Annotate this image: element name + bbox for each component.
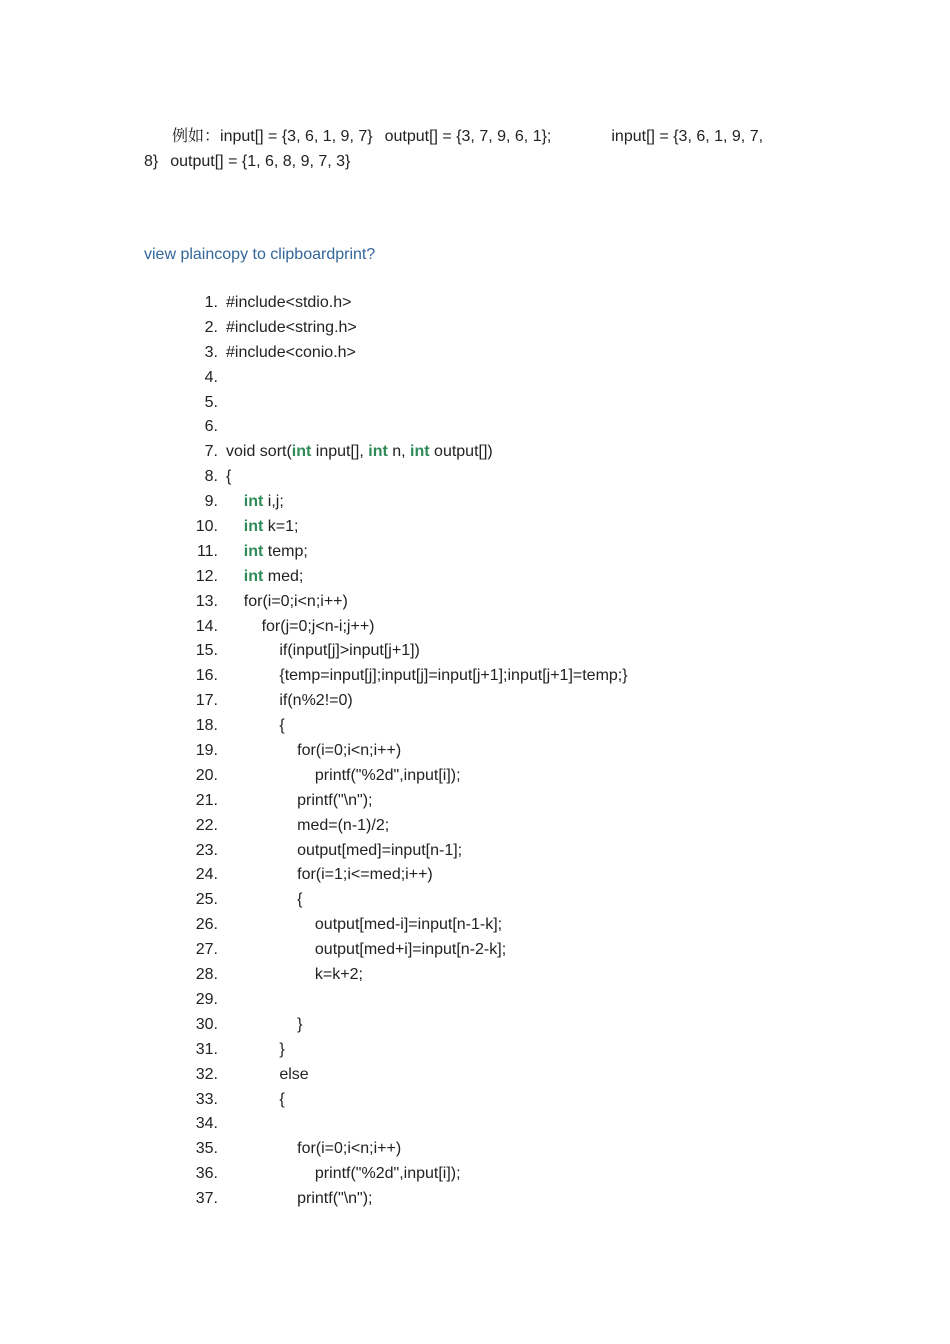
line-number: 20.: [195, 766, 218, 784]
code-line: [180, 664, 628, 689]
code-text: k=k+2;: [226, 966, 363, 984]
code-text: for(i=1;i<=med;i++): [226, 866, 433, 884]
code-text: for(i=0;i<n;i++): [226, 742, 402, 760]
code-line: [180, 689, 353, 714]
code-line: [180, 291, 352, 316]
code-line: [180, 490, 284, 515]
code-line: [180, 963, 363, 988]
example1-input: input[] = {3, 6, 1, 9, 7}: [220, 128, 373, 145]
line-number: 21.: [195, 791, 218, 809]
code-line: [180, 1162, 461, 1187]
example-line-2: [144, 150, 804, 175]
line-number: 1.: [204, 294, 218, 311]
code-text: }: [226, 1040, 285, 1058]
code-text: else: [226, 1065, 309, 1083]
line-number: 12.: [195, 567, 218, 585]
code-text: printf("%2d",input[i]);: [226, 766, 461, 784]
code-toolbar: [144, 246, 375, 264]
line-number: 37.: [195, 1190, 218, 1208]
line-number: 14.: [195, 617, 218, 635]
code-text: int temp;: [243, 542, 308, 560]
code-line: [180, 1187, 373, 1212]
code-text: {temp=input[j];input[j]=input[j+1];input[j+1]=temp;}: [226, 667, 628, 685]
keyword-int: int: [410, 443, 430, 461]
code-line: [180, 1038, 285, 1063]
line-number: 4.: [204, 368, 218, 386]
code-line: [180, 515, 299, 540]
keyword-int: int: [368, 443, 388, 461]
code-text: printf("\n");: [226, 791, 373, 809]
code-text: for(i=0;i<n;i++): [226, 592, 348, 610]
code-line: [180, 465, 232, 490]
code-listing: [180, 291, 628, 1212]
example2-output: output[] = {1, 6, 8, 9, 7, 3}: [170, 152, 351, 170]
code-line: [180, 316, 357, 341]
example-paragraph: [144, 125, 804, 174]
help-link[interactable]: ?: [366, 246, 376, 263]
code-line: [180, 764, 461, 789]
line-number: 2.: [204, 318, 218, 336]
code-text: if(input[j]>input[j+1]): [226, 642, 420, 660]
line-number: 8.: [204, 468, 218, 486]
code-text: void sort(int input[], int n, int output[]): [226, 443, 493, 461]
keyword-int: int: [243, 542, 264, 560]
keyword-int: int: [243, 493, 264, 511]
code-text: {: [226, 717, 285, 735]
code-text: #include<string.h>: [226, 318, 357, 336]
line-number: 11.: [196, 542, 218, 560]
code-text: {: [226, 1090, 285, 1108]
line-number: 26.: [195, 916, 218, 934]
code-line: [180, 888, 303, 913]
line-number: 27.: [195, 941, 218, 959]
code-line: [180, 839, 463, 864]
code-text: printf("%2d",input[i]);: [226, 1165, 461, 1183]
code-text: output[med-i]=input[n-1-k];: [226, 916, 503, 934]
line-number: 19.: [195, 742, 218, 760]
code-line: [180, 1088, 285, 1113]
keyword-int: int: [291, 443, 312, 461]
line-number: 16.: [195, 667, 218, 685]
code-line: [180, 988, 218, 1013]
code-line: [180, 814, 390, 839]
view-plain-link[interactable]: view plain: [144, 246, 215, 263]
line-number: 17.: [195, 692, 218, 710]
code-line: [180, 639, 420, 664]
line-number: 7.: [204, 443, 218, 461]
line-number: 23.: [195, 841, 218, 859]
code-line: [180, 341, 356, 366]
line-number: 31.: [195, 1040, 218, 1058]
code-line: [180, 863, 433, 888]
print-link[interactable]: print: [335, 246, 367, 263]
code-line: [180, 913, 503, 938]
code-text: int i,j;: [243, 493, 284, 511]
code-text: int med;: [243, 567, 304, 585]
code-text: output[med]=input[n-1];: [226, 841, 463, 859]
copy-to-clipboard-link[interactable]: copy to clipboard: [214, 246, 336, 263]
line-number: 13.: [195, 592, 218, 610]
code-text: {: [226, 891, 303, 909]
example-prefix: 例如：: [172, 128, 221, 145]
line-number: 35.: [195, 1140, 218, 1158]
code-line: [180, 391, 218, 416]
line-number: 3.: [204, 343, 218, 361]
line-number: 15.: [195, 642, 218, 660]
line-number: 9.: [204, 493, 218, 511]
code-line: [180, 615, 375, 640]
code-text: output[med+i]=input[n-2-k];: [226, 941, 507, 959]
code-line: [180, 714, 285, 739]
line-number: 10.: [195, 518, 218, 536]
code-line: [180, 1063, 309, 1088]
line-number: 36.: [195, 1165, 218, 1183]
code-text: {: [226, 468, 232, 486]
code-text: printf("\n");: [226, 1190, 373, 1208]
line-number: 18.: [195, 717, 218, 735]
code-text: int k=1;: [243, 518, 299, 536]
code-line: [180, 938, 507, 963]
example-line-1: [144, 125, 804, 150]
code-text: med=(n-1)/2;: [226, 816, 390, 834]
code-text: #include<stdio.h>: [226, 294, 352, 311]
example1-output: output[] = {3, 7, 9, 6, 1};: [384, 128, 552, 145]
line-number: 24.: [195, 866, 218, 884]
line-number: 25.: [195, 891, 218, 909]
keyword-int: int: [243, 518, 264, 536]
code-text: }: [226, 1015, 303, 1033]
line-number: 22.: [195, 816, 218, 834]
line-number: 5.: [204, 393, 218, 411]
line-number: 28.: [195, 966, 218, 984]
code-line: [180, 739, 402, 764]
code-line: [180, 590, 348, 615]
code-line: [180, 366, 218, 391]
line-number: 30.: [195, 1015, 218, 1033]
line-number: 32.: [195, 1065, 218, 1083]
code-line: [180, 540, 308, 565]
code-line: [180, 1137, 402, 1162]
keyword-int: int: [243, 567, 264, 585]
line-number: 34.: [195, 1115, 218, 1133]
code-line: [180, 440, 493, 465]
code-line: [180, 789, 373, 814]
line-number: 29.: [195, 990, 218, 1008]
code-text: #include<conio.h>: [226, 343, 356, 361]
code-text: if(n%2!=0): [226, 692, 353, 710]
code-line: [180, 415, 218, 440]
code-line: [180, 565, 304, 590]
example2-input-end: 8}: [144, 152, 159, 170]
code-text: for(i=0;i<n;i++): [226, 1140, 402, 1158]
example2-input-start: input[] = {3, 6, 1, 9, 7,: [611, 128, 764, 145]
code-line: [180, 1112, 218, 1137]
line-number: 6.: [204, 418, 218, 436]
code-text: for(j=0;j<n-i;j++): [226, 617, 375, 635]
line-number: 33.: [195, 1090, 218, 1108]
code-line: [180, 1013, 303, 1038]
